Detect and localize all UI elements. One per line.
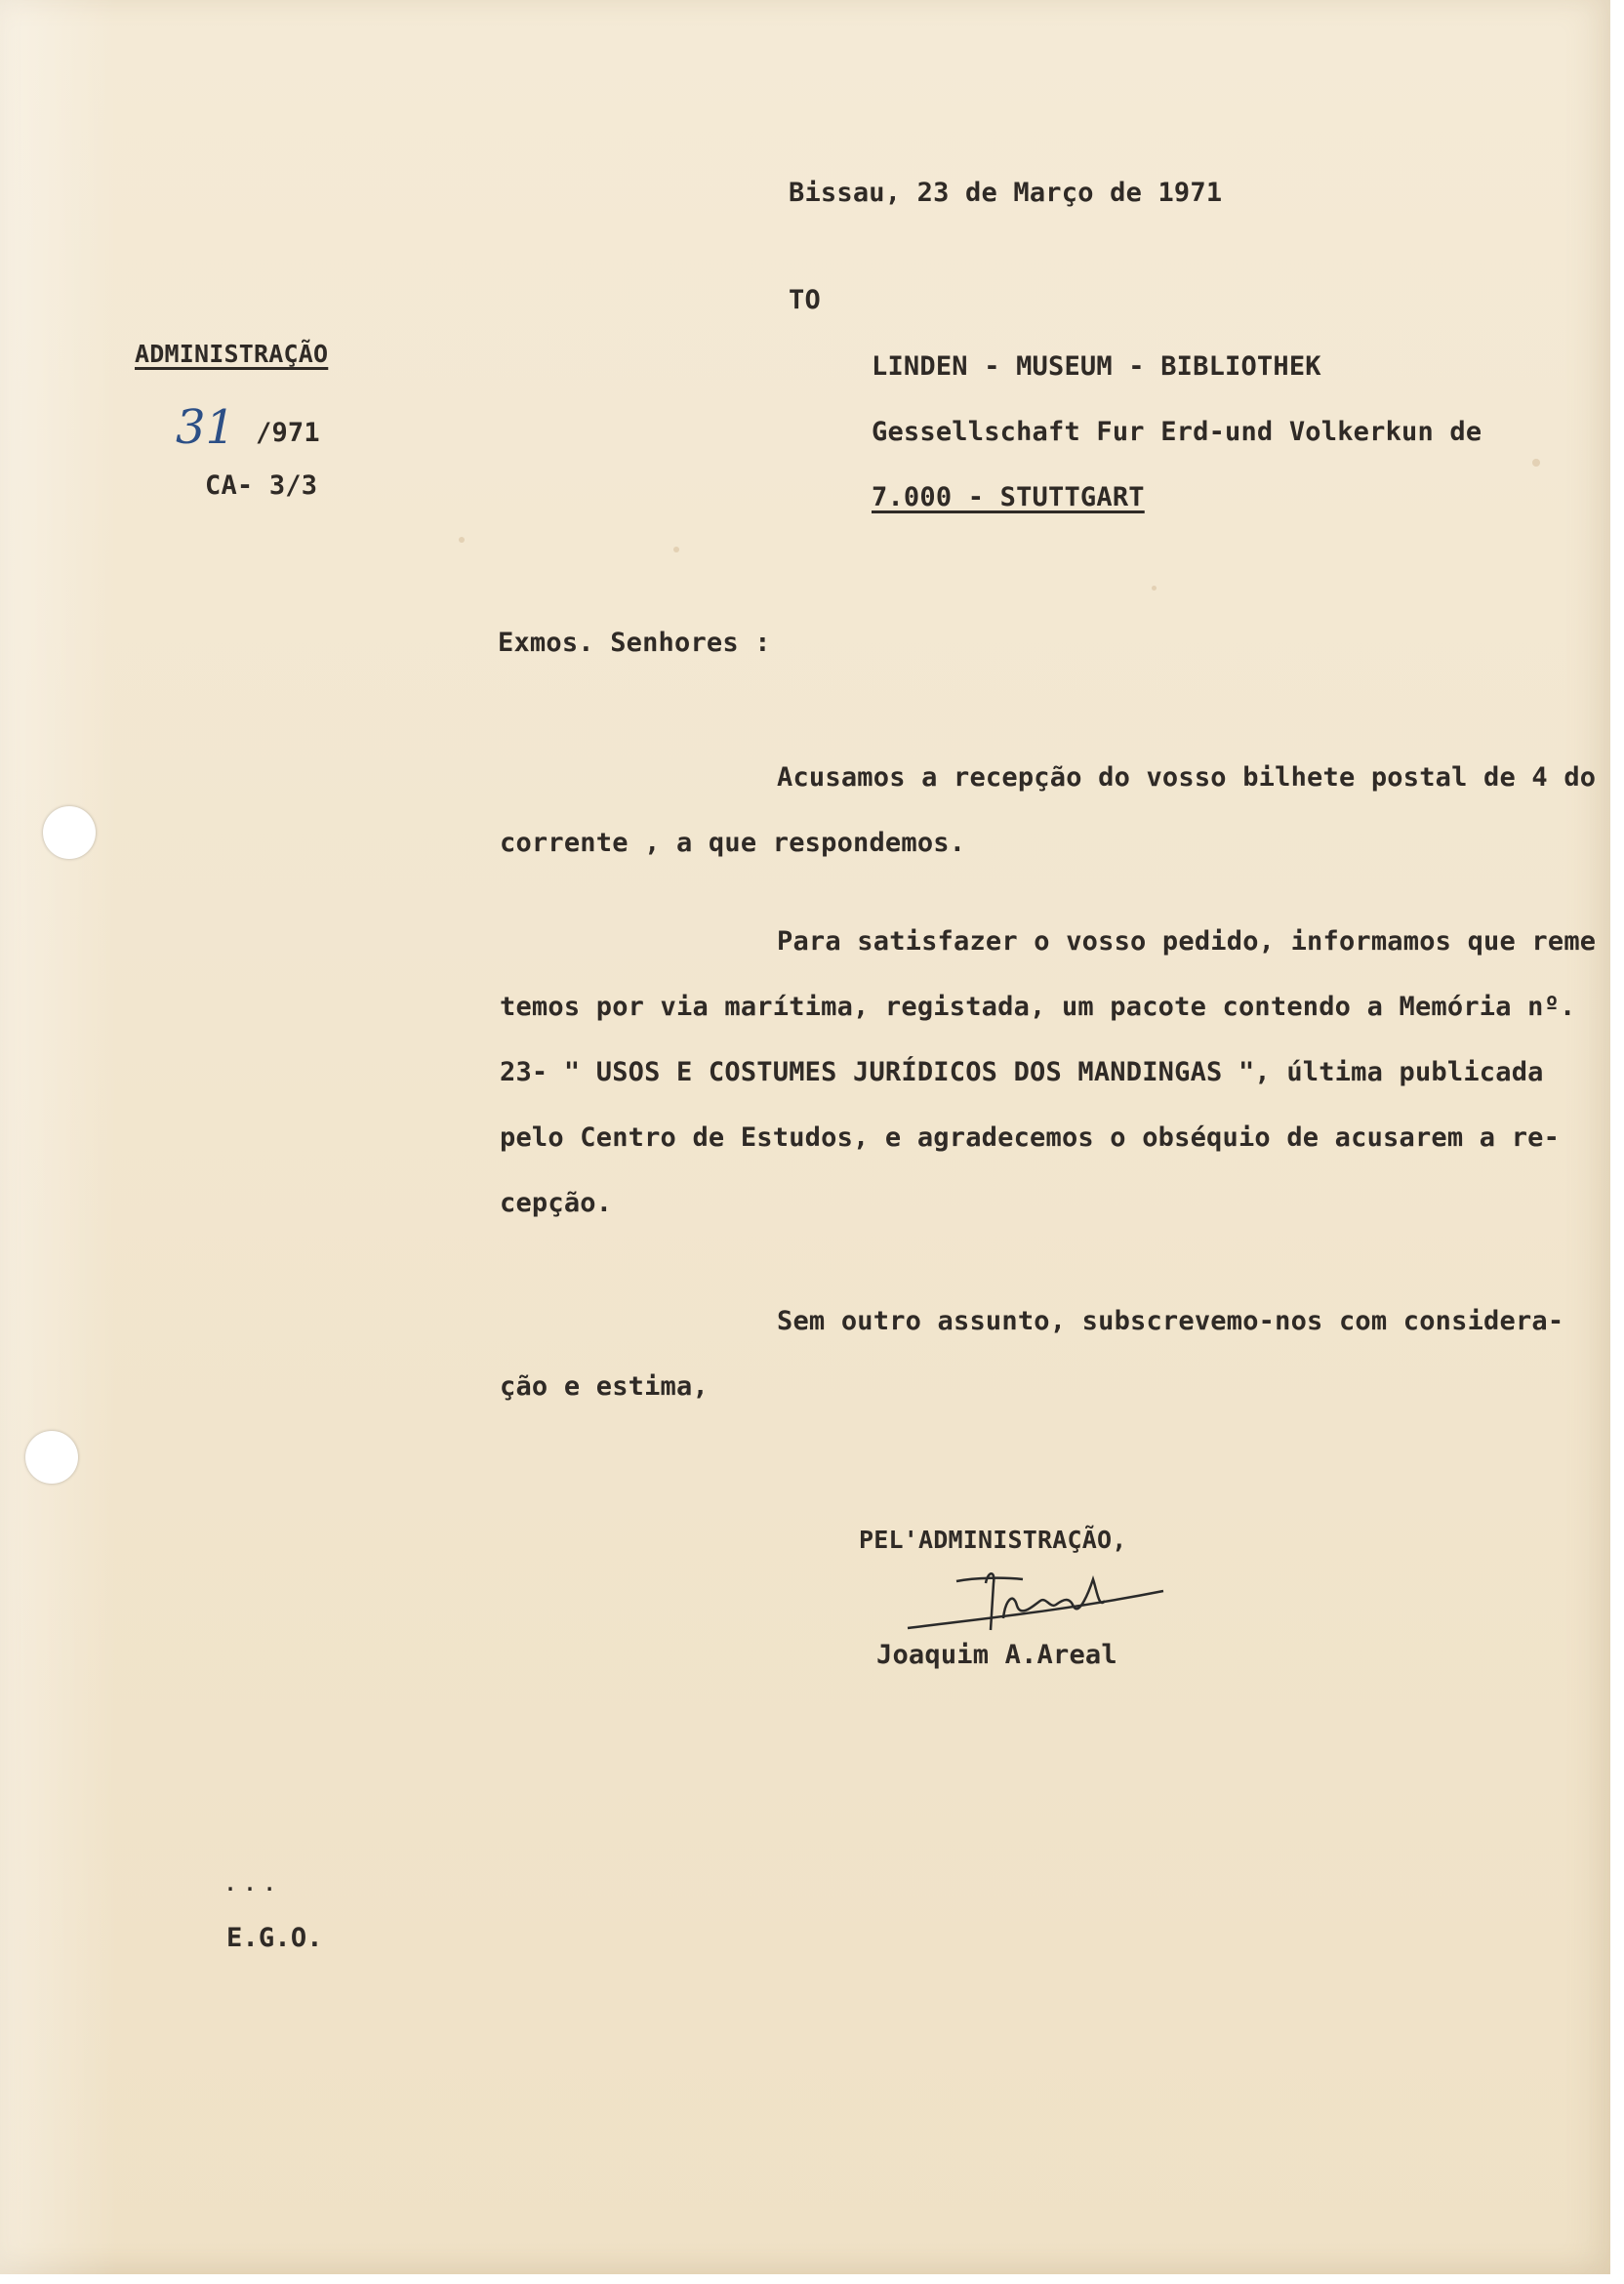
initials-dots: ... <box>224 1872 284 1896</box>
letter-date: Bissau, 23 de Março de 1971 <box>789 178 1223 208</box>
paragraph-2-line-1: Para satisfazer o vosso pedido, informamos que reme <box>777 926 1597 957</box>
punch-hole-top <box>43 806 96 859</box>
reference-code: CA- 3/3 <box>205 470 318 501</box>
paragraph-3-line-2: ção e estima, <box>500 1371 709 1402</box>
signoff-on-behalf: PEL'ADMINISTRAÇÃO, <box>859 1526 1127 1554</box>
recipient-city: 7.000 - STUTTGART <box>872 482 1145 512</box>
salutation: Exmos. Senhores : <box>498 628 771 658</box>
punch-hole-bottom <box>25 1431 78 1484</box>
reference-year: /971 <box>256 418 320 448</box>
paper-edge-shade <box>0 0 117 2274</box>
paragraph-1-line-1: Acusamos a recepção do vosso bilhete postal de 4 do <box>777 762 1597 793</box>
paragraph-1-line-2: corrente , a que respondemos. <box>500 828 966 858</box>
signatory-name: Joaquim A.Areal <box>876 1640 1117 1670</box>
paragraph-2-line-4: pelo Centro de Estudos, e agradecemos o obséquio de acusarem a re- <box>500 1122 1561 1153</box>
paragraph-3-line-1: Sem outro assunto, subscrevemo-nos com considera- <box>777 1306 1564 1336</box>
typist-initials: E.G.O. <box>226 1923 323 1953</box>
to-label: TO <box>789 285 821 315</box>
reference-number: 31 <box>176 400 236 455</box>
paragraph-2-line-2: temos por via marítima, registada, um pacote contendo a Memória nº. <box>500 992 1576 1022</box>
paragraph-2-line-5: cepção. <box>500 1188 613 1218</box>
recipient-line-1: LINDEN - MUSEUM - BIBLIOTHEK <box>872 351 1321 382</box>
handwritten-signature <box>898 1562 1171 1640</box>
reference-department: ADMINISTRAÇÃO <box>135 340 329 368</box>
paragraph-2-line-3: 23- " USOS E COSTUMES JURÍDICOS DOS MANDINGAS ", última publicada <box>500 1057 1544 1087</box>
recipient-line-2: Gessellschaft Fur Erd-und Volkerkun de <box>872 417 1482 447</box>
